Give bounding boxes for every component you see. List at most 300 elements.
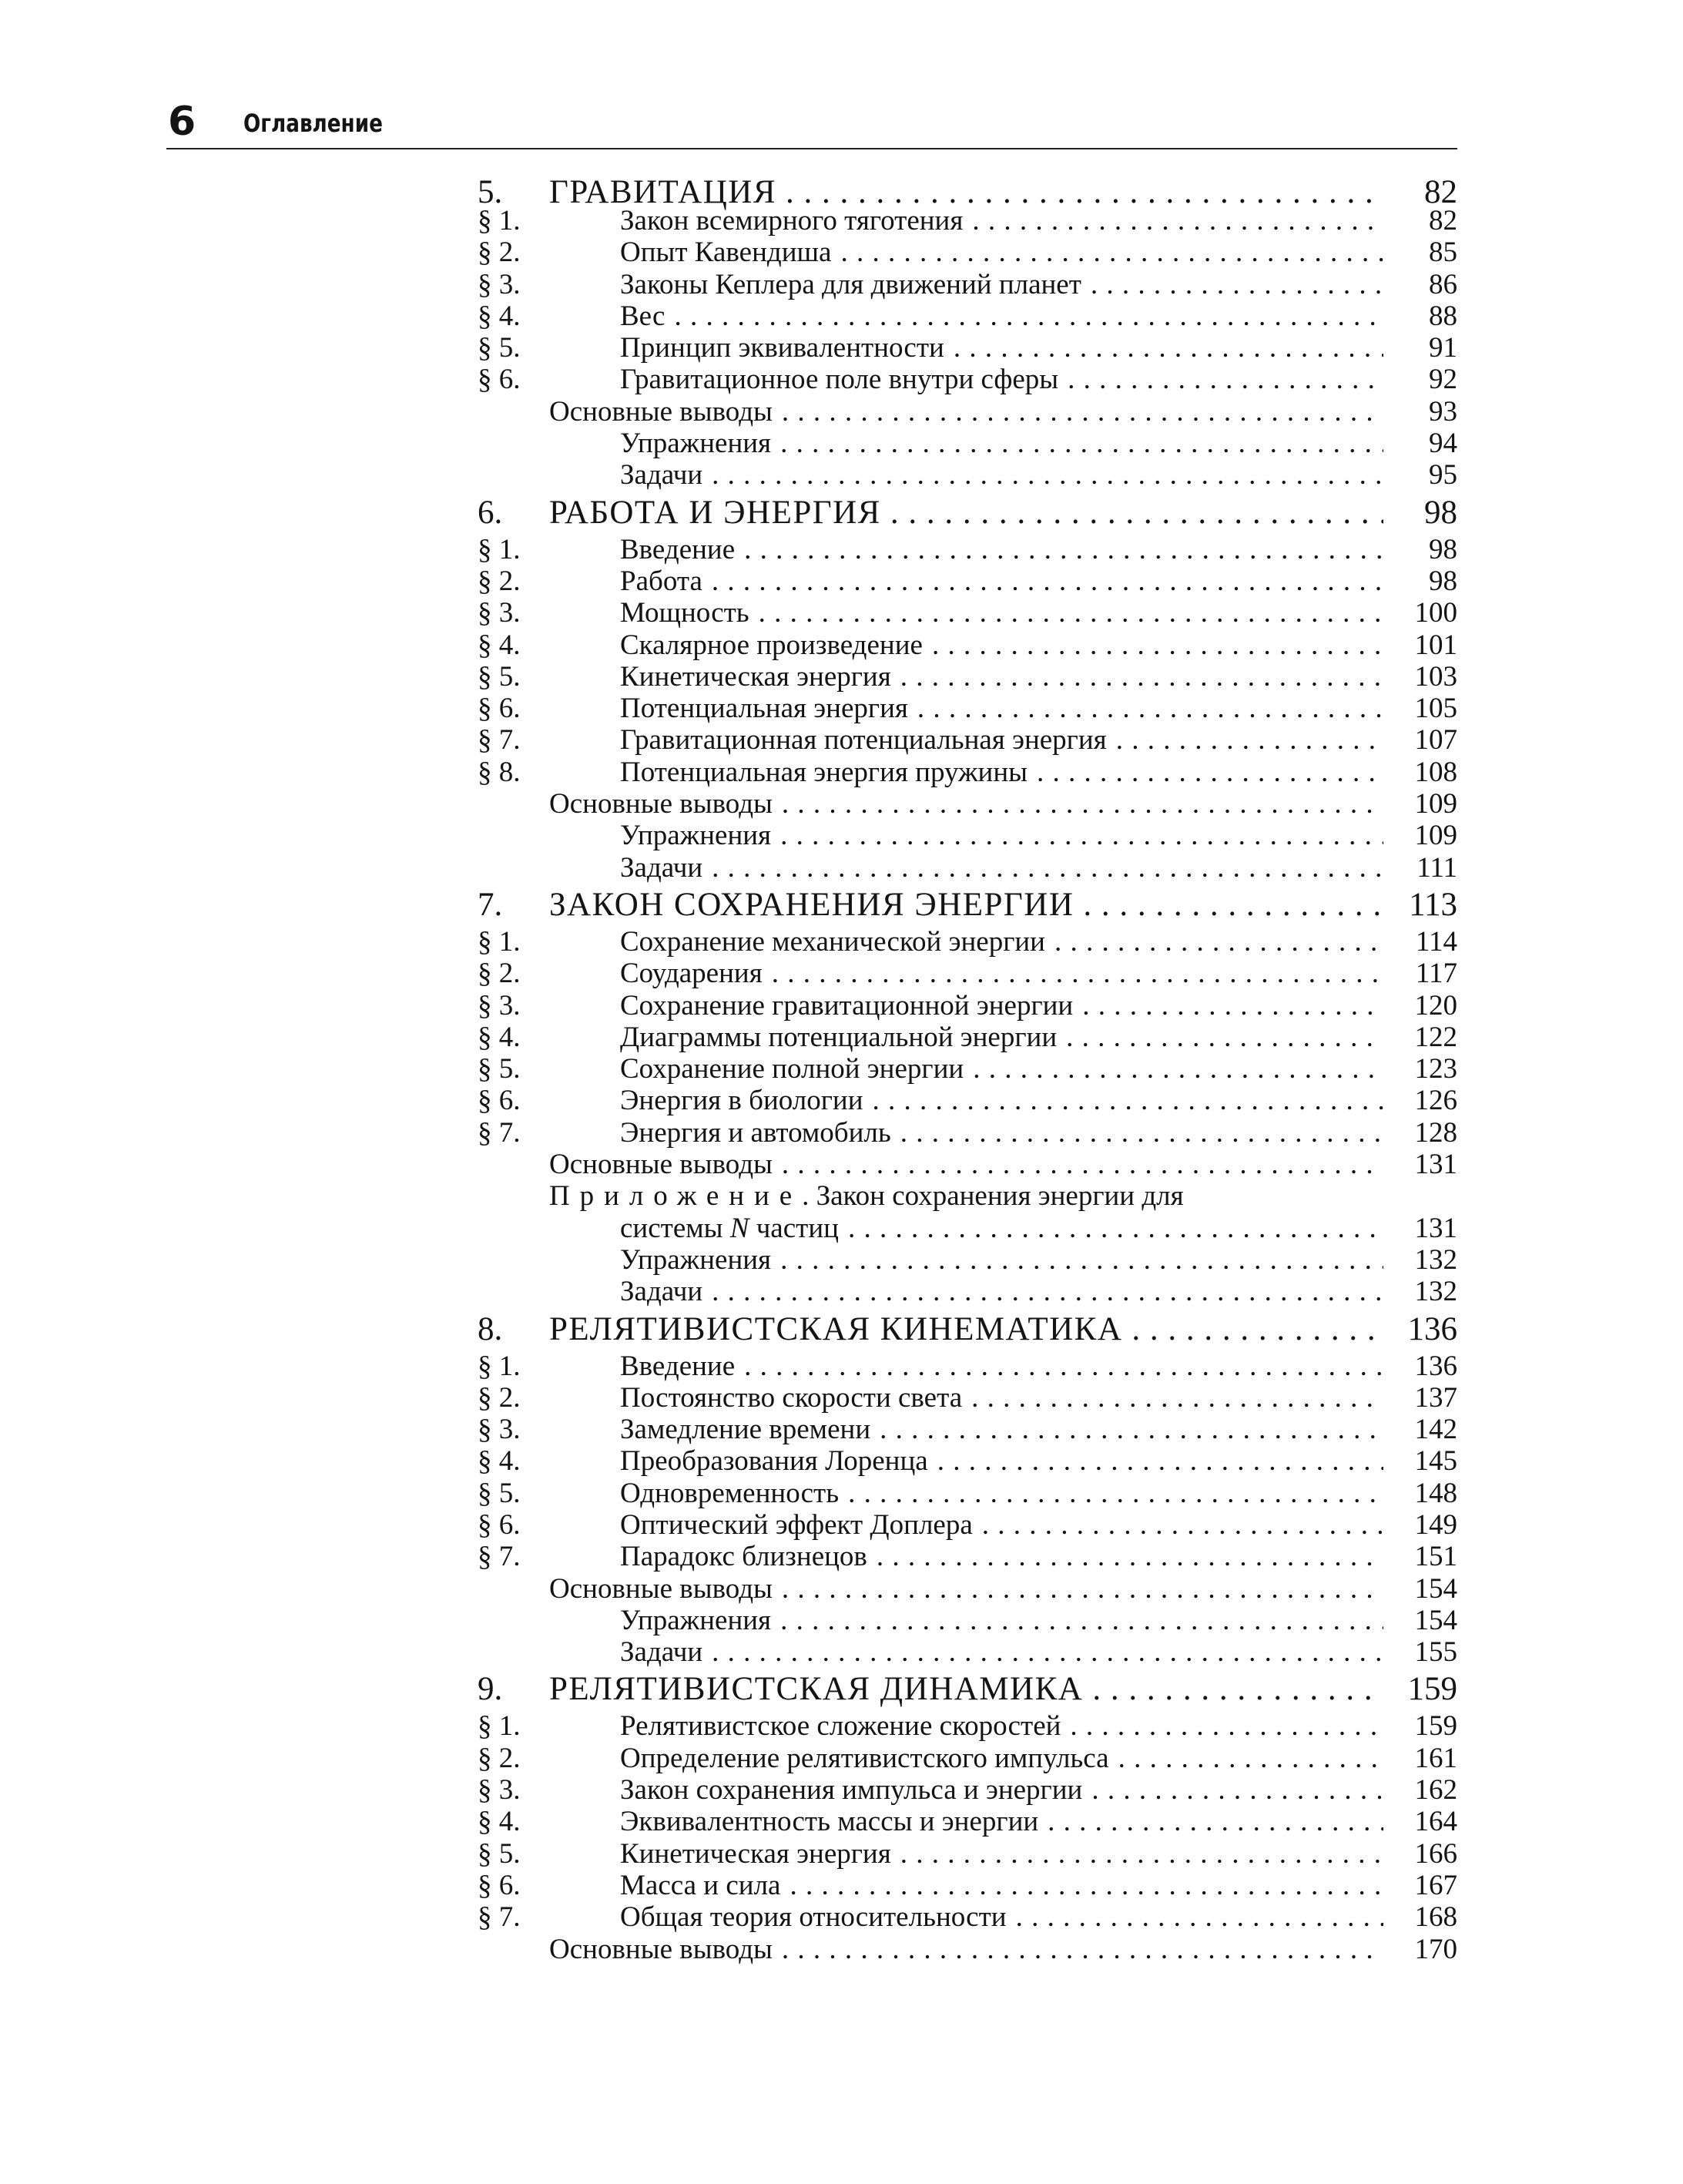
dot-leader	[773, 788, 1383, 820]
section-number: § 4.	[478, 1445, 521, 1478]
section-title: Мощность	[620, 597, 749, 629]
toc-entry-section[interactable]	[478, 1743, 1457, 1774]
toc-entry-section[interactable]	[478, 1774, 1457, 1806]
dot-leader	[771, 428, 1383, 459]
dot-leader	[863, 1085, 1384, 1116]
toc-entry-section[interactable]	[478, 205, 1457, 237]
section-title: Релятивистское сложение скоростей	[620, 1710, 1061, 1743]
toc-entry-section[interactable]	[478, 1806, 1457, 1837]
section-number: § 5.	[478, 660, 521, 693]
toc-entry-summary[interactable]	[478, 1934, 1457, 1965]
dot-leader	[702, 565, 1383, 597]
section-title: Скалярное произведение	[620, 629, 923, 661]
chapter-number: 8.	[478, 1310, 503, 1347]
page-ref: 132	[1414, 1243, 1457, 1276]
chapter-title: ГРАВИТАЦИЯ	[549, 174, 777, 210]
entry-text-group	[620, 1053, 1383, 1085]
entry-text-group	[549, 1180, 1457, 1212]
subsection-title: Задачи	[620, 459, 703, 491]
section-title: Введение	[620, 1350, 736, 1382]
section-number: § 7.	[478, 1901, 521, 1934]
toc-entry-section[interactable]	[478, 597, 1457, 629]
subsection-title: Упражнения	[620, 820, 772, 852]
dot-leader	[1057, 1022, 1383, 1053]
page-ref: 148	[1414, 1477, 1457, 1509]
page-ref: 162	[1414, 1774, 1457, 1807]
entry-text-group	[620, 1743, 1383, 1774]
entry-text-group	[549, 1308, 1383, 1350]
page-ref: 108	[1414, 756, 1457, 788]
page-ref: 100	[1414, 597, 1457, 629]
page-ref: 123	[1414, 1053, 1457, 1085]
dot-leader	[908, 693, 1383, 724]
running-title: Оглавление	[243, 109, 383, 138]
dot-leader	[1045, 926, 1383, 958]
page-ref: 136	[1407, 1310, 1457, 1347]
toc-entry-section[interactable]	[478, 534, 1457, 565]
entry-text-group	[620, 300, 1383, 332]
page-ref: 82	[1429, 205, 1457, 237]
toc-entry-section[interactable]	[478, 926, 1457, 958]
toc-entry-section[interactable]	[478, 269, 1457, 300]
toc-entry-summary[interactable]	[478, 396, 1457, 428]
section-number: § 1.	[478, 1350, 521, 1382]
section-number: § 6.	[478, 1508, 521, 1541]
entry-text-group	[549, 1668, 1383, 1710]
dot-leader	[944, 332, 1383, 364]
page-ref: 142	[1414, 1414, 1457, 1446]
dot-leader	[964, 1053, 1383, 1085]
dot-leader	[665, 300, 1383, 332]
toc-entry-chapter[interactable]	[478, 171, 1457, 210]
entry-text-group	[620, 1605, 1383, 1636]
toc-entry-chapter[interactable]	[478, 491, 1457, 534]
dot-leader	[831, 237, 1383, 268]
page-ref: 136	[1414, 1350, 1457, 1382]
section-number: § 3.	[478, 1414, 521, 1446]
toc-entry-section[interactable]	[478, 1870, 1457, 1901]
toc-entry-section[interactable]	[478, 332, 1457, 364]
dot-leader	[928, 1445, 1383, 1477]
section-number: § 2.	[478, 958, 521, 990]
summary-title: Основные выводы	[549, 1149, 773, 1181]
section-number: § 4.	[478, 1806, 521, 1838]
section-title: Соударения	[620, 958, 763, 990]
toc-entry-sub[interactable]	[478, 1605, 1457, 1636]
dot-leader	[891, 661, 1383, 693]
dot-leader	[1073, 990, 1383, 1022]
page-ref: 145	[1414, 1445, 1457, 1478]
entry-text-group	[549, 1149, 1383, 1180]
section-title: Энергия в биологии	[620, 1085, 863, 1117]
dot-leader	[867, 1541, 1383, 1572]
page-ref: 151	[1414, 1541, 1457, 1573]
dot-leader	[702, 459, 1383, 491]
section-title: Закон всемирного тяготения	[620, 205, 964, 237]
page-ref: 131	[1414, 1212, 1457, 1244]
section-title: Сохранение механической энергии	[620, 925, 1045, 958]
section-number: § 4.	[478, 629, 521, 661]
section-number: § 3.	[478, 268, 521, 300]
section-title: Масса и сила	[620, 1869, 781, 1901]
chapter-number: 5.	[478, 174, 503, 210]
section-number: § 5.	[478, 1837, 521, 1870]
dot-leader	[839, 1213, 1383, 1244]
page-ref: 82	[1424, 174, 1457, 210]
dot-leader	[702, 1276, 1383, 1307]
page-ref: 109	[1414, 788, 1457, 820]
toc-entry-section[interactable]	[478, 757, 1457, 788]
dot-leader	[1082, 1774, 1383, 1806]
page-ref: 88	[1429, 300, 1457, 332]
appendix-title-cont	[620, 1213, 839, 1244]
entry-text-group	[620, 852, 1383, 884]
entry-text-group	[620, 926, 1383, 958]
section-title: Парадокс близнецов	[620, 1541, 867, 1573]
entry-text-group	[620, 1382, 1383, 1414]
section-number: § 1.	[478, 205, 521, 237]
dot-leader	[891, 1838, 1383, 1870]
page-ref: 167	[1414, 1869, 1457, 1901]
entry-text-group	[620, 1085, 1383, 1116]
entry-text-group	[620, 205, 1383, 237]
page-ref: 154	[1414, 1572, 1457, 1605]
dot-leader	[1061, 1710, 1383, 1742]
dot-leader	[773, 1573, 1383, 1605]
entry-text-group	[620, 1350, 1383, 1382]
section-title: Закон сохранения импульса и энергии	[620, 1774, 1083, 1807]
dot-leader	[1107, 724, 1383, 756]
section-number: § 4.	[478, 1021, 521, 1053]
toc-entry-section[interactable]	[478, 1478, 1457, 1509]
entry-text-group	[620, 597, 1383, 629]
entry-text-group	[620, 757, 1383, 788]
entry-text-group	[620, 1541, 1383, 1572]
page-ref: 159	[1414, 1710, 1457, 1743]
toc-entry-section[interactable]	[478, 1053, 1457, 1085]
dot-leader	[870, 1414, 1383, 1445]
dot-leader	[839, 1478, 1383, 1509]
section-title: Гравитационная потенциальная энергия	[620, 724, 1107, 757]
summary-title: Основные выводы	[549, 1572, 773, 1605]
toc-entry-section[interactable]	[478, 1350, 1457, 1382]
section-number: § 2.	[478, 237, 521, 269]
section-number: § 6.	[478, 1085, 521, 1117]
section-number: § 3.	[478, 597, 521, 629]
entry-text-group	[620, 958, 1383, 989]
dot-leader	[923, 629, 1383, 661]
entry-text-group	[620, 1478, 1383, 1509]
toc-entry-section[interactable]	[478, 1085, 1457, 1116]
section-number: § 6.	[478, 1869, 521, 1901]
toc-entry-section[interactable]	[478, 1901, 1457, 1933]
section-title: Преобразования Лоренца	[620, 1445, 928, 1478]
dot-leader	[735, 1350, 1383, 1382]
page-ref: 159	[1407, 1671, 1457, 1708]
page-ref: 91	[1429, 332, 1457, 364]
section-title: Одновременность	[620, 1477, 840, 1509]
page-ref: 98	[1429, 565, 1457, 597]
entry-text-group	[620, 534, 1383, 565]
section-title: Принцип эквивалентности	[620, 332, 944, 364]
page-ref: 95	[1429, 459, 1457, 491]
dot-leader	[1028, 757, 1383, 788]
toc-entry-section[interactable]	[478, 1710, 1457, 1742]
chapter-title: ЗАКОН СОХРАНЕНИЯ ЭНЕРГИИ	[549, 886, 1075, 923]
section-number: § 3.	[478, 1774, 521, 1807]
chapter-title: РЕЛЯТИВИСТСКАЯ ДИНАМИКА	[549, 1671, 1084, 1708]
section-title: Общая теория относительности	[620, 1901, 1007, 1934]
page-ref: 149	[1414, 1508, 1457, 1541]
page-ref: 98	[1429, 533, 1457, 565]
entry-text-group	[620, 1213, 1383, 1244]
section-title: Потенциальная энергия	[620, 693, 908, 725]
summary-title: Основные выводы	[549, 1933, 773, 1965]
section-title: Введение	[620, 533, 736, 565]
page-ref: 103	[1414, 660, 1457, 693]
section-title: Работа	[620, 565, 702, 597]
chapter-number: 9.	[478, 1671, 503, 1708]
running-header	[0, 91, 1683, 153]
dot-leader	[771, 1244, 1383, 1276]
toc-entry-summary[interactable]	[478, 788, 1457, 820]
dot-leader	[973, 1509, 1383, 1541]
entry-text-group	[620, 1276, 1383, 1307]
section-number: § 2.	[478, 565, 521, 597]
page-ref: 111	[1416, 851, 1457, 884]
entry-text-group	[620, 459, 1383, 491]
section-number: § 2.	[478, 1742, 521, 1774]
section-title: Диаграммы потенциальной энергии	[620, 1021, 1058, 1053]
toc-entry-section[interactable]	[478, 629, 1457, 661]
entry-text-group	[620, 332, 1383, 364]
entry-text-group	[620, 724, 1383, 756]
dot-leader	[881, 491, 1383, 534]
subsection-title: Задачи	[620, 851, 703, 884]
subsection-title: Упражнения	[620, 1243, 772, 1276]
page-ref: 114	[1415, 925, 1457, 958]
dot-leader	[1007, 1901, 1383, 1933]
section-number: § 6.	[478, 364, 521, 396]
chapter-title: РАБОТА И ЭНЕРГИЯ	[549, 494, 881, 531]
toc-entry-section[interactable]	[478, 1838, 1457, 1870]
toc-entry-section[interactable]	[478, 990, 1457, 1022]
section-number: § 7.	[478, 1116, 521, 1149]
dot-leader	[1081, 269, 1383, 300]
summary-title: Основные выводы	[549, 395, 773, 428]
subsection-title: Упражнения	[620, 1604, 772, 1636]
section-number: § 3.	[478, 989, 521, 1022]
section-title: Энергия и автомобиль	[620, 1116, 891, 1149]
entry-text-group	[620, 1509, 1383, 1541]
section-number: § 5.	[478, 332, 521, 364]
page-ref: 107	[1414, 724, 1457, 757]
dot-leader	[763, 958, 1383, 989]
appendix-title-variable: N	[729, 1212, 749, 1244]
toc-entry-summary[interactable]	[478, 1149, 1457, 1180]
page-ref: 168	[1414, 1901, 1457, 1934]
page-ref: 117	[1415, 958, 1457, 990]
page-ref: 120	[1414, 989, 1457, 1022]
section-title: Сохранение гравитационной энергии	[620, 989, 1074, 1022]
entry-text-group	[620, 1901, 1383, 1933]
section-title: Определение релятивистского импульса	[620, 1742, 1109, 1774]
dot-leader	[773, 1149, 1383, 1180]
entry-text-group	[620, 1838, 1383, 1870]
page-ref: 126	[1414, 1085, 1457, 1117]
entry-text-group	[549, 491, 1383, 534]
toc-entry-section[interactable]	[478, 1509, 1457, 1541]
toc-entry-section[interactable]	[478, 1022, 1457, 1053]
toc-entry-section[interactable]	[478, 1382, 1457, 1414]
entry-text-group	[620, 693, 1383, 724]
section-title: Сохранение полной энергии	[620, 1053, 964, 1085]
entry-text-group	[620, 1710, 1383, 1742]
dot-leader	[1122, 1308, 1383, 1350]
dot-leader	[1038, 1806, 1383, 1837]
section-number: § 5.	[478, 1477, 521, 1509]
dot-leader	[1109, 1743, 1383, 1774]
entry-text-group	[620, 1414, 1383, 1445]
page-ref: 98	[1424, 494, 1457, 531]
page-ref: 93	[1429, 395, 1457, 428]
entry-text-group	[549, 1934, 1383, 1965]
toc-entry-section[interactable]	[478, 237, 1457, 268]
toc-entry-sub[interactable]	[478, 1636, 1457, 1668]
dot-leader	[771, 820, 1383, 851]
dot-leader	[771, 1605, 1383, 1636]
section-title: Эквивалентность массы и энергии	[620, 1806, 1039, 1838]
toc-entry-section[interactable]	[478, 364, 1457, 395]
section-title: Гравитационное поле внутри сферы	[620, 364, 1059, 396]
appendix-title-prefix: системы	[620, 1212, 730, 1244]
toc-entry-section[interactable]	[478, 958, 1457, 989]
toc-entry-sub[interactable]	[478, 459, 1457, 491]
subsection-title: Упражнения	[620, 428, 772, 460]
page-ref: 113	[1409, 886, 1457, 923]
toc-entry-sub[interactable]	[478, 428, 1457, 459]
entry-text-group	[549, 884, 1383, 926]
entry-text-group	[620, 1636, 1383, 1668]
toc-entry-section[interactable]	[478, 1117, 1457, 1149]
toc-entry-section[interactable]	[478, 300, 1457, 332]
page-ref: 155	[1414, 1636, 1457, 1669]
entry-text-group	[549, 1573, 1383, 1605]
toc-entry-section[interactable]	[478, 693, 1457, 724]
toc-entry-sub[interactable]	[478, 820, 1457, 851]
entry-text-group	[620, 990, 1383, 1022]
page-ref: 131	[1414, 1149, 1457, 1181]
appendix-title-suffix: частиц	[749, 1212, 839, 1244]
dot-leader	[780, 1870, 1383, 1901]
toc-entry-sub[interactable]	[478, 1276, 1457, 1307]
section-number: § 6.	[478, 693, 521, 725]
entry-text-group	[620, 820, 1383, 851]
section-number: § 7.	[478, 724, 521, 757]
page-ref: 109	[1414, 820, 1457, 852]
entry-text-group	[620, 1445, 1383, 1477]
entry-text-group	[620, 661, 1383, 693]
section-title: Потенциальная энергия пружины	[620, 756, 1028, 788]
toc-entry-appendix[interactable]	[478, 1180, 1457, 1212]
toc-entry-sub[interactable]	[478, 1244, 1457, 1276]
toc-entry-chapter[interactable]	[478, 1668, 1457, 1710]
subsection-title: Задачи	[620, 1276, 703, 1308]
entry-text-group	[620, 629, 1383, 661]
subsection-title: Задачи	[620, 1636, 703, 1669]
chapter-title: РЕЛЯТИВИСТСКАЯ КИНЕМАТИКА	[549, 1310, 1123, 1347]
section-title: Законы Кеплера для движений планет	[620, 268, 1081, 300]
appendix-title: . Закон сохранения энергии для	[802, 1180, 1184, 1213]
page-ref: 164	[1414, 1806, 1457, 1838]
dot-leader	[749, 597, 1383, 629]
entry-text-group	[620, 1806, 1383, 1837]
toc-entry-appendix-cont[interactable]	[478, 1213, 1457, 1244]
appendix-label: Приложение	[549, 1180, 803, 1213]
toc-entry-chapter[interactable]	[478, 1308, 1457, 1350]
section-number: § 4.	[478, 300, 521, 332]
section-number: § 1.	[478, 925, 521, 958]
page-ref: 154	[1414, 1604, 1457, 1636]
section-title: Постоянство скорости света	[620, 1381, 963, 1414]
dot-leader	[702, 852, 1383, 884]
page-number: 6	[168, 99, 196, 145]
toc-entry-summary[interactable]	[478, 1573, 1457, 1605]
chapter-number: 7.	[478, 886, 503, 923]
section-title: Замедление времени	[620, 1414, 871, 1446]
toc-entry-section[interactable]	[478, 1414, 1457, 1445]
dot-leader	[773, 1934, 1383, 1965]
dot-leader	[962, 1382, 1383, 1414]
section-title: Опыт Кавендиша	[620, 237, 832, 269]
toc-entry-section[interactable]	[478, 1445, 1457, 1477]
section-title: Вес	[620, 300, 665, 332]
dot-leader	[963, 205, 1383, 237]
dot-leader	[1058, 364, 1383, 395]
section-title: Кинетическая энергия	[620, 660, 891, 693]
page-ref: 132	[1414, 1276, 1457, 1308]
toc-entry-section[interactable]	[478, 724, 1457, 756]
toc-entry-section[interactable]	[478, 565, 1457, 597]
entry-text-group	[620, 1022, 1383, 1053]
section-title: Оптический эффект Доплера	[620, 1508, 973, 1541]
toc-entry-sub[interactable]	[478, 852, 1457, 884]
dot-leader	[702, 1636, 1383, 1668]
toc-entry-section[interactable]	[478, 1541, 1457, 1572]
section-number: § 5.	[478, 1053, 521, 1085]
toc-entry-section[interactable]	[478, 661, 1457, 693]
toc-entry-chapter[interactable]	[478, 884, 1457, 926]
section-number: § 8.	[478, 756, 521, 788]
header-rule	[166, 148, 1457, 149]
page-ref: 128	[1414, 1116, 1457, 1149]
page-ref: 86	[1429, 268, 1457, 300]
section-title: Кинетическая энергия	[620, 1837, 891, 1870]
dot-leader	[773, 396, 1383, 428]
dot-leader	[891, 1117, 1383, 1149]
entry-text-group	[620, 1244, 1383, 1276]
summary-title: Основные выводы	[549, 788, 773, 820]
entry-text-group	[549, 788, 1383, 820]
page-ref: 94	[1429, 428, 1457, 460]
page-ref: 92	[1429, 364, 1457, 396]
page-ref: 101	[1414, 629, 1457, 661]
dot-leader	[735, 534, 1383, 565]
page-ref: 85	[1429, 237, 1457, 269]
section-number: § 2.	[478, 1381, 521, 1414]
page-ref: 161	[1414, 1742, 1457, 1774]
entry-text-group	[620, 1774, 1383, 1806]
